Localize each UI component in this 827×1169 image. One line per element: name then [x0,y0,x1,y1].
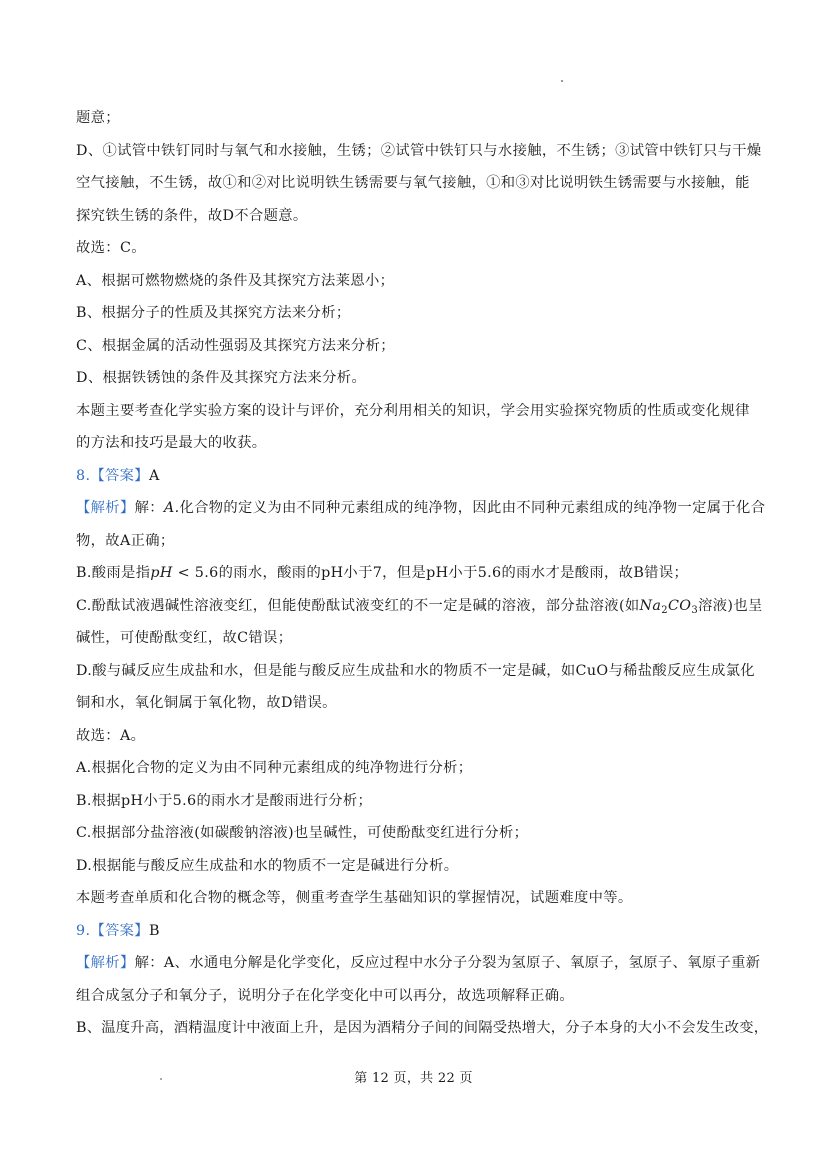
formula-subscript: 3 [691,604,699,616]
q8-answer-value: A [148,467,160,484]
q8-c-prefix: C.酚酞试液遇碱性溶液变红，但能使酚酞试液变红的不一定是碱的溶液，部分盐溶液(如 [76,597,640,614]
text-line: D.酸与碱反应生成盐和水，但是能与酸反应生成盐和水的物质不一定是碱，如CuO与稀盐酸反应生成氯化 [76,662,755,679]
text-line: D、根据铁锈蚀的条件及其探究方法来分析。 [76,370,367,386]
text-line: B、根据分子的性质及其探究方法来分析； [76,305,351,321]
q8-option-a-label: A. [163,500,180,516]
text-line: B.根据pH小于5.6的雨水才是酸雨进行分析； [76,792,373,809]
text-line: 本题考查单质和化合物的概念等，侧重考查学生基础知识的掌握情况，试题难度中等。 [76,890,633,906]
formula-subscript: 2 [661,604,668,616]
q8-c-suffix: 溶液)也呈 [698,597,763,614]
page-content [76,102,768,1045]
q8-answer-heading [76,460,768,493]
q8-b-prefix: B.酸雨是指 [76,565,151,581]
scan-dot [561,80,563,82]
q8-analysis-line-1 [76,492,768,525]
page-footer: 第 12 页，共 22 页 [354,1071,473,1086]
q8-option-c-line [76,590,768,623]
q8-analysis-text: 化合物的定义为由不同种元素组成的纯净物，因此由不同种元素组成的纯净物一定属于化合 [179,500,766,516]
q8-ph-symbol: pH [150,565,173,581]
text-line: C、根据金属的活动性强弱及其探究方法来分析； [76,337,395,354]
q8-analysis-tag: 【解析】 [76,500,135,516]
q9-answer-heading [76,915,768,948]
text-line: D、①试管中铁钉同时与氧气和水接触，生锈；②试管中铁钉只与水接触，不生锈；③试管中铁钉只与干燥 [76,142,762,159]
q9-number: 9. [76,922,91,939]
formula-co: CO [668,597,692,614]
q9-answer-tag: 【答案】 [90,922,149,939]
text-line: 题意； [76,110,120,126]
text-line: 空气接触，不生锈，故①和②对比说明铁生锈需要与氧气接触，①和③对比说明铁生锈需要与水接触，能 [76,175,750,191]
q9-analysis-text: 解：A、水通电分解是化学变化，反应过程中水分子分裂为氢原子、氧原子，氢原子、氧原子重新 [134,955,761,971]
text-line: 探究铁生锈的条件，故D不合题意。 [76,207,308,224]
text-line: 铜和水，氧化铜属于氧化物，故D错误。 [76,695,337,711]
text-line: 物，故A正确； [76,532,175,549]
q9-answer-value: B [148,922,160,939]
text-line: 组合成氢分子和氧分子，说明分子在化学变化中可以再分，故选项解释正确。 [76,987,574,1004]
text-line: 故选：C。 [76,240,146,256]
text-line: B、温度升高，酒精温度计中液面上升，是因为酒精分子间的间隔受热增大，分子本身的大小不会发生改变， [76,1020,769,1036]
q8-analysis-prefix: 解： [134,500,164,516]
q8-number: 8. [76,467,91,484]
text-line: A.根据化合物的定义为由不同种元素组成的纯净物进行分析； [76,760,473,776]
q9-analysis-line-1 [76,947,768,980]
text-line: 故选：A。 [76,727,146,744]
q8-option-b-line [76,557,768,590]
q8-b-text: < 5.6的雨水，酸雨的pH小于7，但是pH小于5.6的雨水才是酸雨，故B错误； [172,565,689,581]
text-line: A、根据可燃物燃烧的条件及其探究方法莱恩小； [76,272,395,289]
text-line: 的方法和技巧是最大的收获。 [76,435,267,451]
text-line: D.根据能与酸反应生成盐和水的物质不一定是碱进行分析。 [76,857,459,874]
q9-analysis-tag: 【解析】 [76,955,135,971]
q8-answer-tag: 【答案】 [90,467,149,484]
text-line: 碱性，可使酚酞变红，故C错误； [76,630,293,646]
formula-na: Na [639,597,662,614]
text-line: C.根据部分盐溶液(如碳酸钠溶液)也呈碱性，可使酚酞变红进行分析； [76,825,529,841]
text-line: 本题主要考查化学实验方案的设计与评价，充分利用相关的知识，学会用实验探究物质的性质或变化规律 [76,402,750,419]
